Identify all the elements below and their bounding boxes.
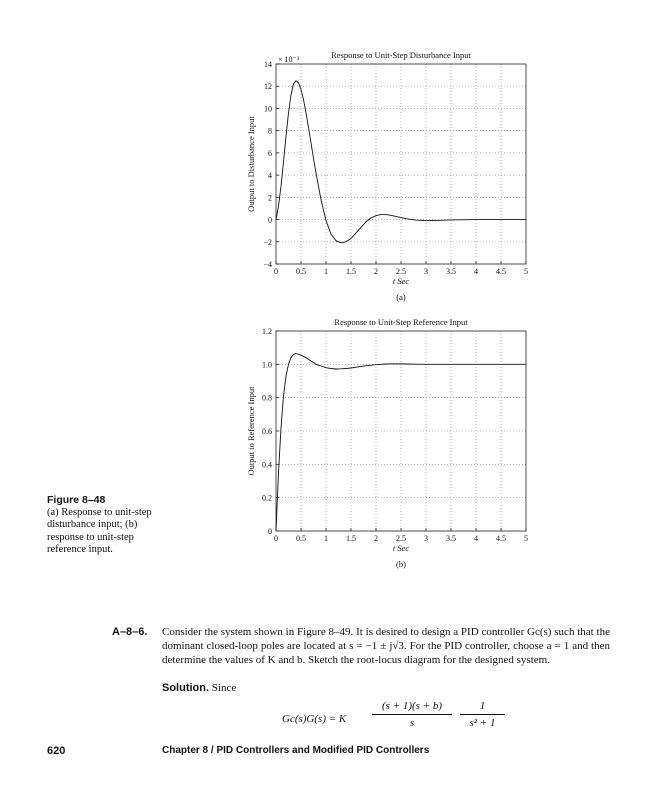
- x-tick-label: 3.5: [446, 534, 456, 543]
- y-tick-label: 14: [264, 60, 272, 69]
- x-axis-label: t Sec: [392, 543, 410, 553]
- y-tick-label: −2: [263, 237, 272, 247]
- x-tick-label: 1.5: [346, 534, 356, 543]
- x-tick-label: 0: [274, 534, 278, 543]
- x-tick-label: 3: [424, 267, 428, 276]
- x-tick-label: 4.5: [496, 534, 506, 543]
- fraction-2-numerator: 1: [460, 700, 505, 715]
- y-tick-label: 12: [264, 82, 272, 92]
- x-tick-label: 1: [324, 267, 328, 276]
- y-tick-label: 1.0: [262, 360, 272, 370]
- solution-text: Since: [211, 682, 237, 694]
- equation-fraction-1: [372, 700, 452, 729]
- y-axis-label: Output to Disturbance Input: [246, 116, 256, 212]
- x-tick-label: 5: [524, 534, 528, 543]
- y-tick-label: 0: [268, 215, 272, 225]
- problem-text: Consider the system shown in Figure 8–49. It is desired to design a PID controller Gc(s) such that the dominant closed-loop poles are located at s = −1 ± j√3. For the PID controller, choose a = 1 and then determine the values of K and b. Sketch the root-locus diagram for the designed system.: [162, 626, 610, 666]
- y-tick-label: 0: [268, 527, 272, 536]
- y-tick-label: 6: [268, 148, 272, 158]
- y-tick-label: 0.4: [262, 460, 272, 470]
- chart-title: Response to Unit-Step Reference Input: [334, 317, 468, 327]
- fraction-1-numerator: (s + 1)(s + b): [372, 700, 452, 715]
- y-tick-label: 0.6: [262, 427, 272, 436]
- series-line: [276, 81, 526, 243]
- x-tick-label: 4: [474, 267, 478, 276]
- y-scale-label: × 10⁻³: [278, 55, 300, 64]
- y-tick-label: −4: [263, 260, 272, 269]
- figure-caption: [47, 494, 172, 557]
- problem-number: A–8–6.: [112, 626, 148, 638]
- solution-label: Solution.: [162, 682, 210, 694]
- x-tick-label: 2: [374, 534, 378, 543]
- x-tick-label: 1.5: [346, 267, 356, 276]
- page-number: 620: [47, 745, 66, 757]
- figure-caption-text: (a) Response to unit-step disturbance input; (b) response to unit-step reference input.: [47, 506, 152, 555]
- x-tick-label: 0.5: [296, 534, 306, 543]
- panel-label: (a): [396, 292, 406, 302]
- x-tick-label: 0: [274, 267, 278, 276]
- x-tick-label: 5: [524, 267, 528, 276]
- fraction-2-denominator: s² + 1: [469, 717, 496, 729]
- y-tick-label: 0.8: [262, 393, 272, 403]
- panel-label: (b): [396, 559, 406, 569]
- x-tick-label: 3: [424, 534, 428, 543]
- x-axis-label: t Sec: [392, 276, 410, 286]
- x-tick-label: 4.5: [496, 267, 506, 276]
- chart-title: Response to Unit-Step Disturbance Input: [331, 50, 471, 60]
- fraction-1-denominator: s: [409, 717, 415, 729]
- y-tick-label: 0.2: [262, 493, 272, 503]
- y-tick-label: 2: [268, 193, 272, 203]
- figure-label: Figure 8–48: [47, 494, 106, 506]
- equation-fraction-2: [460, 700, 505, 729]
- x-tick-label: 2: [374, 267, 378, 276]
- equation-lhs: Gc(s)G(s) = K: [282, 713, 347, 725]
- x-tick-label: 3.5: [446, 267, 456, 276]
- solution-line: [162, 682, 236, 694]
- y-tick-label: 8: [268, 126, 272, 136]
- x-tick-label: 2.5: [396, 267, 406, 276]
- x-tick-label: 0.5: [296, 267, 306, 276]
- x-tick-label: 1: [324, 534, 328, 543]
- y-tick-label: 1.2: [262, 327, 272, 336]
- y-axis-label: Output to Reference Input: [246, 386, 256, 476]
- x-tick-label: 2.5: [396, 534, 406, 543]
- x-tick-label: 4: [474, 534, 478, 543]
- y-tick-label: 10: [264, 104, 272, 114]
- chapter-title: Chapter 8 / PID Controllers and Modified PID Controllers: [162, 745, 430, 756]
- y-tick-label: 4: [268, 171, 272, 181]
